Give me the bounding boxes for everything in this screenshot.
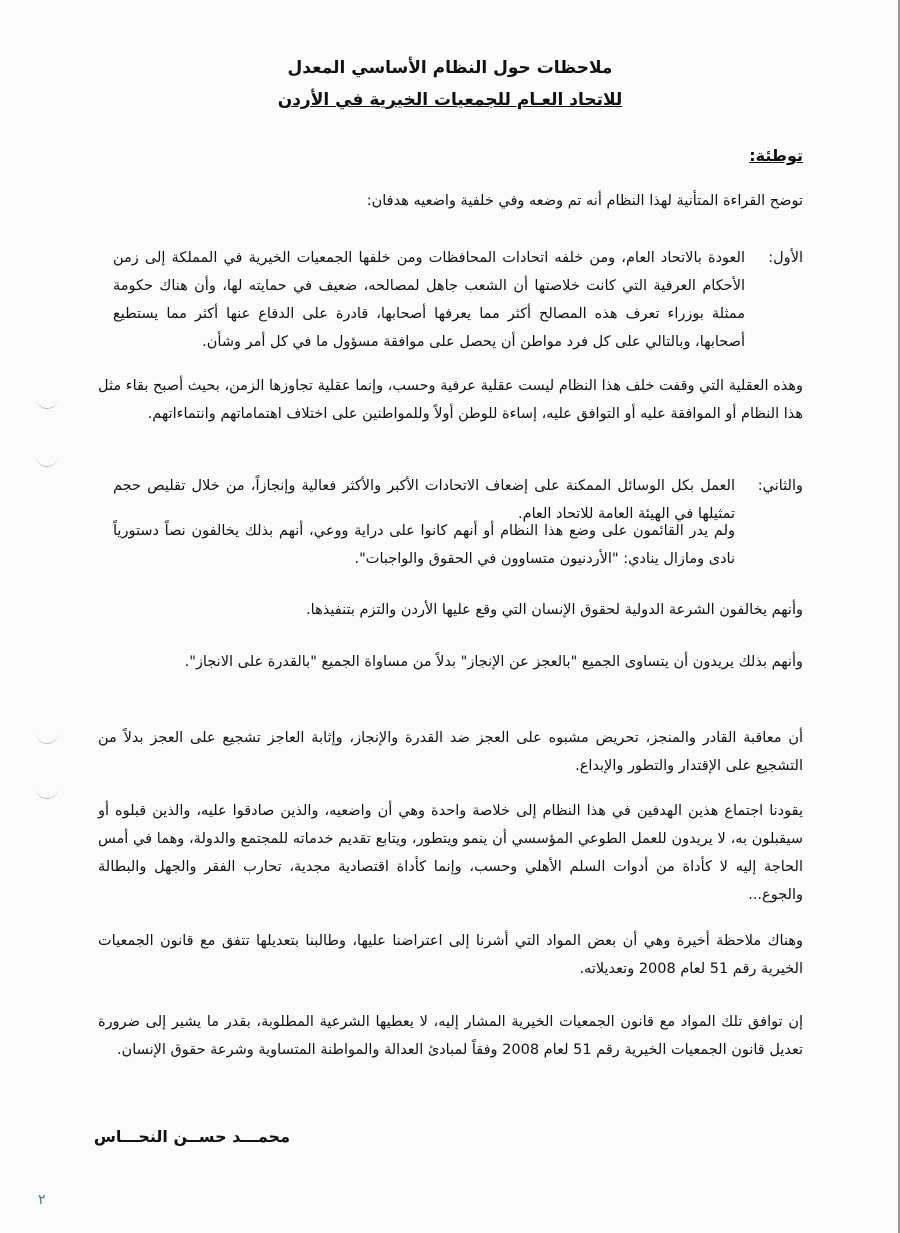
meeting-paragraph: يقودنا اجتماع هذين الهدفين في هذا النظام إلى خلاصة واحدة وهي أن واضعيه، والذين صادقوا عليه، والذين قبلوه أو سيقبلون به، لا يريدون للعمل الطوعي المؤسسي أن ينمو ويتطور، ويتابع تقديم خدماته للمجتمع والدولة، وهما في أمس الحاجة إليه لا كأداة من أدوات السلم الأهلي وحسب، وإنما كأداة اقتصادية مجدية، تحارب الفقر والجهل والبطالة والجوع...	[98, 803, 803, 903]
document-title-line1: ملاحظات حول النظام الأساسي المعدل	[287, 58, 613, 78]
mentality-paragraph: وهذه العقلية التي وقفت خلف هذا النظام ليست عقلية عرفية وحسب، وإنما عقلية تجاوزها الزمن، بحيث أصبح بقاء مثل هذا النظام أو الموافقة عليه أو التوافق عليه، إساءة للوطن أولاً وللمواطنين على اختلاف اهتماماتهم وانتماءاتهم.	[98, 378, 803, 422]
intro-text: توضح القراءة المتأنية لهذا النظام أنه تم وضعه وفي خلفية واضعيه هدفان:	[366, 193, 803, 209]
first-label: الأول:	[768, 250, 803, 266]
document-title-line2-text: للاتحاد العـام للجمعيات الخيرية في الأردن	[277, 90, 623, 110]
punch-hole-mark	[36, 388, 58, 409]
document-title-line2	[0, 90, 900, 110]
signature: محمـــد حســن النحـــاس	[93, 1127, 290, 1146]
second-label: والثاني:	[757, 478, 803, 494]
second-paragraph-2: ولم يدر القائمون على وضع هذا النظام أو أنهم كانوا على دراية ووعي، أنهم بذلك يخالفون نصاً دستورياً نادى ومازال ينادي: "الأردنيون متساوون في الحقوق والواجبات".	[113, 523, 735, 567]
equality-paragraph: وأنهم بذلك يريدون أن يتساوى الجميع "بالعجز عن الإنجاز" بدلاً من مساواة الجميع "بالقدرة على الانجاز".	[184, 654, 803, 670]
page-number-mark: ٢	[38, 1192, 46, 1208]
punishment-paragraph: أن معاقبة القادر والمنجز، تحريض مشبوه على العجز ضد القدرة والإنجاز، وإثابة العاجز تشجيع على العجز بدلاً من التشجيع على الإقتدار والتطور والإبداع.	[98, 730, 803, 774]
punch-hole-mark	[36, 778, 58, 799]
section-heading: توطئة:	[749, 146, 803, 165]
punch-hole-mark	[36, 446, 58, 467]
second-paragraph-1: العمل بكل الوسائل الممكنة على إضعاف الاتحادات الأكبر والأكثر فعالية وإنجازاً، من خلال تقليص حجم تمثيلها في الهيئة العامة للاتحاد العام.	[113, 478, 735, 522]
charter-paragraph: وأنهم يخالفون الشرعة الدولية لحقوق الإنسان التي وقع عليها الأردن والتزم بتنفيذها.	[306, 602, 803, 618]
first-paragraph: العودة بالاتحاد العام، ومن خلفه اتحادات المحافظات ومن خلفها الجمعيات الخيرية في المملكة إلى زمن الأحكام العرفية التي كانت خلاصتها أن الشعب جاهل لمصالحه، ضعيف في حمايته لها، وأن هناك حكومة ممثلة بوزراء تعرف هذه المصالح أكثر مما يعرفها أصحابها، قادرة على الدفاع عنها أكثر مما يستطيع أصحابها، وبالتالي على كل فرد مواطن أن يحصل على موافقة مسؤول ما في كل أمر وشأن.	[113, 250, 745, 350]
conclusion-paragraph: إن توافق تلك المواد مع قانون الجمعيات الخيرية المشار إليه، لا يعطيها الشرعية المطلوبة، بقدر ما يشير إلى ضرورة تعديل قانون الجمعيات الخيرية رقم 51 لعام 2008 وفقاً لمبادئ العدالة والمواطنة المتساوية وشرعة حقوق الإنسان.	[98, 1014, 803, 1058]
final-note-paragraph: وهناك ملاحظة أخيرة وهي أن بعض المواد التي أشرنا إلى اعتراضنا عليها، وطالبنا بتعديلها تتفق مع قانون الجمعيات الخيرية رقم 51 لعام 2008 وتعديلاته.	[98, 933, 803, 977]
punch-hole-mark	[36, 723, 58, 744]
